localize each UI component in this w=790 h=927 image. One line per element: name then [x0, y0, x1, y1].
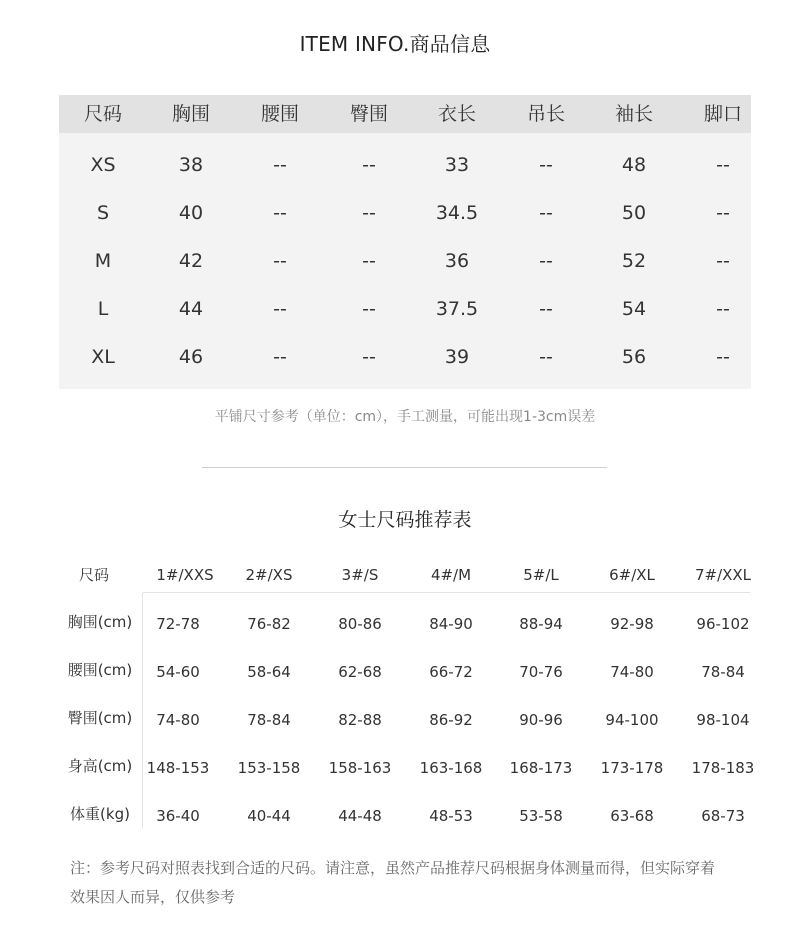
item-info-value-cell: -- — [273, 154, 287, 176]
item-info-title: ITEM INFO.商品信息 — [299, 32, 491, 56]
size-guide-header-cell: 6#/XL — [609, 566, 655, 584]
size-guide-value-cell: 82-88 — [338, 711, 382, 729]
size-guide-value-cell: 96-102 — [696, 615, 750, 633]
size-guide-value-cell: 88-94 — [519, 615, 563, 633]
item-info-value-cell: -- — [273, 298, 287, 320]
size-guide-value-cell: 76-82 — [247, 615, 291, 633]
size-guide-row-label: 腰围(cm) — [67, 661, 133, 679]
item-info-table — [59, 95, 751, 389]
item-info-header-cell: 吊长 — [526, 103, 565, 125]
size-guide-header-cell: 3#/S — [341, 566, 379, 584]
size-guide-row-label: 臀围(cm) — [67, 709, 133, 727]
item-info-value-cell: 48 — [621, 154, 647, 176]
size-guide-value-cell: 98-104 — [696, 711, 750, 729]
item-info-size-cell: L — [97, 298, 109, 320]
item-info-header-cell: 衣长 — [437, 103, 476, 125]
item-info-value-cell: -- — [539, 250, 553, 272]
item-info-value-cell: -- — [716, 202, 730, 224]
size-guide-title: 女士尺码推荐表 — [338, 509, 472, 531]
size-guide-value-cell: 168-173 — [509, 759, 573, 777]
item-info-value-cell: -- — [716, 298, 730, 320]
item-info-value-cell: 33 — [444, 154, 470, 176]
size-guide-value-cell: 90-96 — [519, 711, 563, 729]
size-guide-note-line-1: 注：参考尺码对照表找到合适的尺码。请注意，虽然产品推荐尺码根据身体测量而得，但实际穿着 — [70, 859, 716, 877]
section-divider — [202, 467, 607, 468]
item-info-value-cell: 40 — [178, 202, 204, 224]
size-guide-value-cell: 163-168 — [419, 759, 483, 777]
item-info-value-cell: 44 — [178, 298, 204, 320]
size-guide-value-cell: 63-68 — [610, 807, 654, 825]
item-info-header-cell: 腰围 — [260, 103, 299, 125]
size-guide-value-cell: 54-60 — [156, 663, 200, 681]
item-info-value-cell: 38 — [178, 154, 204, 176]
item-info-value-cell: -- — [716, 154, 730, 176]
size-guide-value-cell: 66-72 — [429, 663, 473, 681]
item-info-value-cell: 46 — [178, 346, 204, 368]
item-info-size-cell: M — [94, 250, 112, 272]
item-info-value-cell: -- — [539, 298, 553, 320]
item-info-value-cell: -- — [273, 346, 287, 368]
size-guide-value-cell: 148-153 — [146, 759, 210, 777]
size-guide-value-cell: 40-44 — [247, 807, 291, 825]
size-guide-value-cell: 72-78 — [156, 615, 200, 633]
size-guide-value-cell: 53-58 — [519, 807, 563, 825]
size-guide-value-cell: 86-92 — [429, 711, 473, 729]
size-guide-row-label: 体重(kg) — [70, 805, 130, 823]
size-guide-row-label: 身高(cm) — [67, 757, 133, 775]
size-guide-value-cell: 173-178 — [600, 759, 664, 777]
item-info-size-cell: XL — [91, 346, 115, 368]
measurement-note: 平铺尺寸参考（单位：cm），手工测量，可能出现1-3cm误差 — [214, 409, 596, 425]
size-guide-value-cell: 78-84 — [701, 663, 745, 681]
size-guide-header-cell: 4#/M — [430, 566, 472, 584]
item-info-value-cell: -- — [362, 298, 376, 320]
item-info-value-cell: -- — [362, 202, 376, 224]
size-guide-value-cell: 70-76 — [519, 663, 563, 681]
size-guide-value-cell: 94-100 — [605, 711, 659, 729]
item-info-value-cell: 39 — [444, 346, 470, 368]
item-info-header-cell: 尺码 — [83, 103, 122, 125]
item-info-value-cell: -- — [539, 346, 553, 368]
size-guide-header-cell: 2#/XS — [245, 566, 293, 584]
item-info-size-cell: XS — [90, 154, 116, 176]
size-guide-note-line-2: 效果因人而异，仅供参考 — [70, 888, 236, 906]
item-info-value-cell: -- — [362, 154, 376, 176]
size-guide-value-cell: 36-40 — [156, 807, 200, 825]
item-info-value-cell: 34.5 — [435, 202, 479, 224]
item-info-value-cell: -- — [539, 154, 553, 176]
size-guide-header-rule — [143, 592, 750, 593]
item-info-value-cell: -- — [362, 346, 376, 368]
size-guide-value-cell: 74-80 — [156, 711, 200, 729]
size-guide-value-cell: 92-98 — [610, 615, 654, 633]
size-guide-value-cell: 84-90 — [429, 615, 473, 633]
size-guide-label-rule — [142, 593, 143, 829]
size-guide-value-cell: 153-158 — [237, 759, 301, 777]
size-guide-value-cell: 74-80 — [610, 663, 654, 681]
item-info-value-cell: 50 — [621, 202, 647, 224]
item-info-value-cell: 37.5 — [435, 298, 479, 320]
item-info-value-cell: 52 — [621, 250, 647, 272]
item-info-value-cell: -- — [273, 202, 287, 224]
size-guide-header-cell: 7#/XXL — [694, 566, 752, 584]
item-info-size-cell: S — [96, 202, 110, 224]
size-guide-row-label: 胸围(cm) — [67, 613, 133, 631]
item-info-header-cell: 臀围 — [349, 103, 388, 125]
size-guide-value-cell: 58-64 — [247, 663, 291, 681]
item-info-value-cell: 54 — [621, 298, 647, 320]
size-guide-value-cell: 48-53 — [429, 807, 473, 825]
size-guide-value-cell: 44-48 — [338, 807, 382, 825]
item-info-value-cell: -- — [716, 346, 730, 368]
size-guide-value-cell: 158-163 — [328, 759, 392, 777]
size-guide-value-cell: 178-183 — [691, 759, 755, 777]
size-guide-header-cell: 5#/L — [523, 566, 559, 584]
item-info-value-cell: -- — [273, 250, 287, 272]
item-info-value-cell: -- — [716, 250, 730, 272]
size-guide-value-cell: 80-86 — [338, 615, 382, 633]
item-info-header-cell: 胸围 — [171, 103, 210, 125]
item-info-header-cell: 袖长 — [614, 103, 653, 125]
item-info-value-cell: -- — [362, 250, 376, 272]
item-info-value-cell: 36 — [444, 250, 470, 272]
item-info-header-cell: 脚口 — [703, 103, 742, 125]
size-guide-value-cell: 62-68 — [338, 663, 382, 681]
size-guide-header-label: 尺码 — [78, 566, 109, 584]
size-guide-value-cell: 78-84 — [247, 711, 291, 729]
item-info-value-cell: 42 — [178, 250, 204, 272]
size-guide-header-cell: 1#/XXS — [156, 566, 214, 584]
item-info-value-cell: 56 — [621, 346, 647, 368]
item-info-value-cell: -- — [539, 202, 553, 224]
size-guide-value-cell: 68-73 — [701, 807, 745, 825]
